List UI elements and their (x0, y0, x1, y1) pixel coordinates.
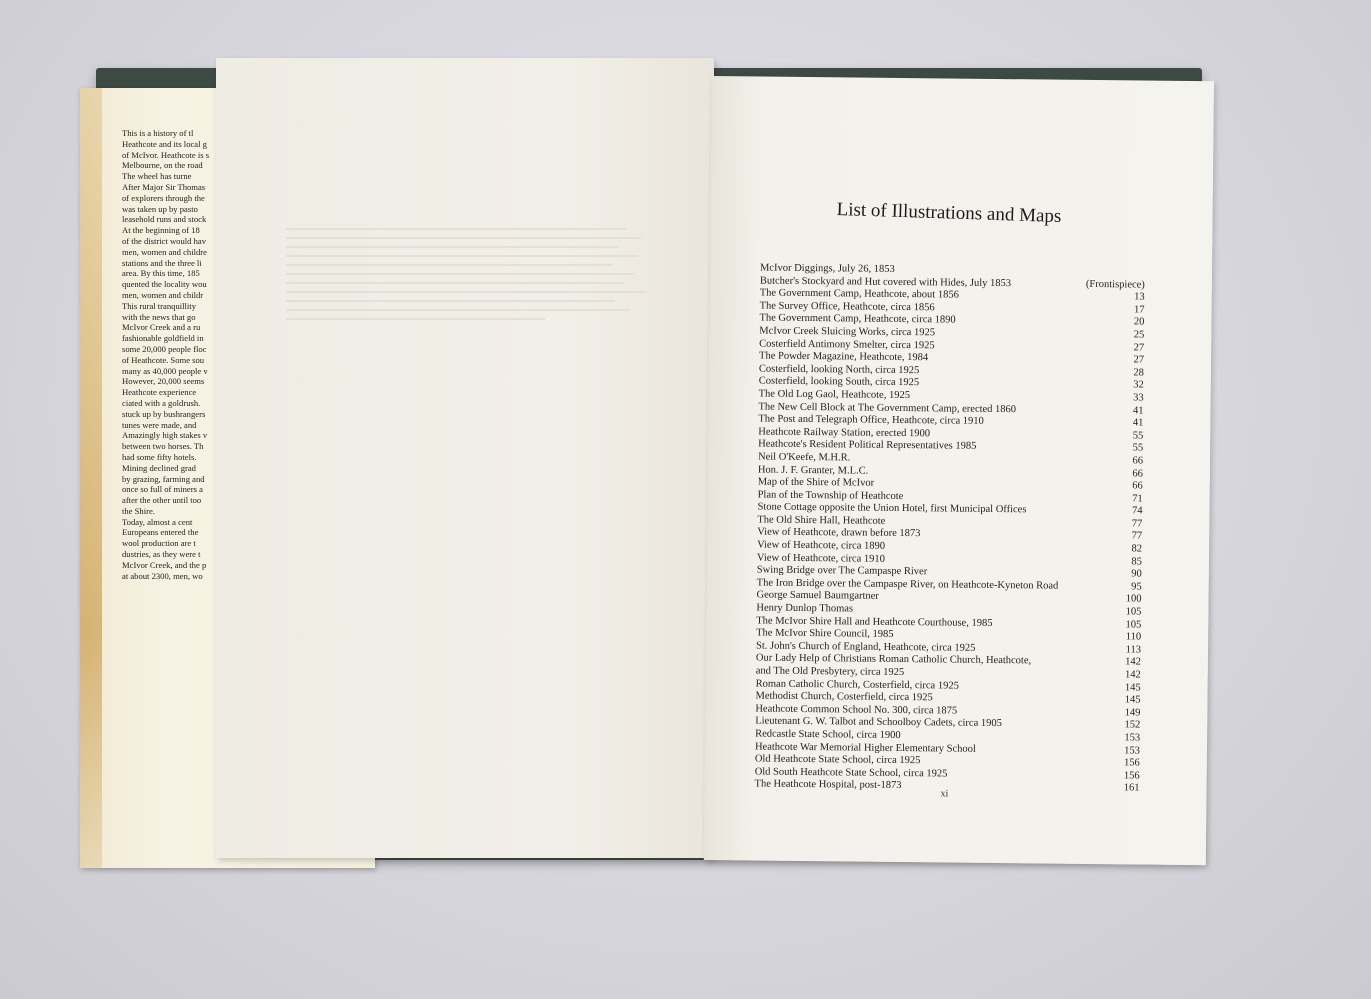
list-item-title: Costerfield, looking South, circa 1925 (758, 375, 920, 389)
list-item-page: 153 (1124, 744, 1141, 757)
list-item-title: Heathcote Common School No. 300, circa 1875 (755, 703, 958, 717)
list-item-page: 66 (1132, 455, 1144, 467)
list-item-page: 105 (1125, 606, 1142, 618)
jacket-line: dustries, as they were t (122, 549, 201, 560)
list-item-title: The New Cell Block at The Government Camp, erected 1860 (758, 401, 1017, 415)
list-item-title: Heathcote's Resident Political Representatives 1985 (758, 438, 977, 453)
list-item-title: The Iron Bridge over the Campaspe River, on Heathcote-Kyneton Road (756, 577, 1059, 592)
list-item-page: 85 (1131, 556, 1142, 568)
list-item-title: Henry Dunlop Thomas (756, 602, 854, 615)
list-item-page: 100 (1125, 593, 1142, 605)
list-item-title: and The Old Presbytery, circa 1925 (755, 665, 905, 679)
list-item-page: 82 (1131, 543, 1143, 555)
list-item-title: Lieutenant G. W. Talbot and Schoolboy Cadets, circa 1905 (755, 715, 1002, 730)
jacket-line: of explorers through the (122, 192, 205, 203)
list-item-page: 32 (1133, 379, 1144, 391)
list-item-title: Heathcote Railway Station, erected 1900 (758, 426, 931, 440)
list-item-page: 66 (1132, 467, 1143, 480)
jacket-line: men, women and childr (122, 289, 204, 300)
jacket-line: at about 2300, men, wo (122, 570, 203, 581)
list-item-title: Methodist Church, Costerfield, circa 1925 (755, 690, 933, 704)
list-item-title: The Government Camp, Heathcote, about 1856 (759, 287, 959, 301)
list-item-page: 145 (1124, 681, 1141, 694)
list-item-page: 142 (1125, 656, 1141, 668)
list-item-title: Plan of the Township of Heathcote (757, 489, 904, 502)
list-item-page: 41 (1132, 417, 1144, 429)
list-item-page: 145 (1124, 694, 1141, 706)
jacket-line: between two horses. Th (122, 441, 204, 452)
list-item-title: Hon. J. F. Granter, M.L.C. (757, 464, 869, 477)
list-item-title: The Post and Telegraph Office, Heathcote, circa 1910 (758, 413, 984, 427)
jacket-line: by grazing, farming and (122, 473, 205, 484)
jacket-line: men, women and childre (122, 246, 207, 257)
jacket-line: However, 20,000 seems (122, 376, 205, 387)
list-item-page: 90 (1131, 568, 1142, 580)
list-item-page: 110 (1125, 631, 1142, 643)
jacket-line: Mining declined grad (122, 462, 196, 473)
list-item-page: 41 (1132, 404, 1144, 417)
jacket-line: This is a history of tl (122, 128, 194, 138)
jacket-line: wool production are t (122, 538, 196, 549)
bleed-through-text (286, 228, 656, 327)
list-item-page: 161 (1123, 782, 1140, 794)
list-item-page: 113 (1125, 644, 1142, 656)
list-item-title: The Heathcote Hospital, post-1873 (754, 778, 902, 792)
illustrations-list (755, 263, 1146, 796)
list-item-page: 25 (1133, 329, 1145, 341)
list-item-page: 28 (1133, 367, 1144, 379)
list-item-page: 27 (1133, 341, 1145, 354)
jacket-line: ciated with a goldrush. (122, 397, 201, 408)
list-item-page: 55 (1132, 430, 1144, 442)
list-item-title: Swing Bridge over The Campaspe River (756, 564, 928, 578)
jacket-line: many as 40,000 people v (122, 365, 208, 376)
jacket-line: leasehold runs and stock (122, 214, 207, 225)
list-item-title: Butcher's Stockyard and Hut covered with Hides, July 1853 (759, 275, 1012, 289)
list-item-page: 156 (1123, 770, 1140, 782)
list-item-title: View of Heathcote, circa 1910 (756, 552, 885, 565)
jacket-line: Heathcote experience (122, 387, 197, 398)
list-item-page: 66 (1132, 480, 1143, 492)
jacket-line: McIvor Creek, and the p (122, 559, 207, 570)
jacket-line: the Shire. (122, 505, 155, 516)
list-item-title: Costerfield, looking North, circa 1925 (758, 363, 920, 376)
jacket-line: some 20,000 people floc (122, 343, 207, 354)
list-item-title: The McIvor Shire Hall and Heathcote Courthouse, 1985 (756, 615, 993, 629)
right-page (704, 76, 1214, 865)
jacket-line: Today, almost a cent (122, 516, 193, 527)
jacket-line: Heathcote and its local g (122, 138, 207, 149)
list-item-title: Heathcote War Memorial Higher Elementary School (754, 741, 976, 755)
list-item-page: 33 (1133, 392, 1144, 404)
list-item-page: 13 (1134, 291, 1145, 303)
list-item-title: Redcastle State School, circa 1900 (755, 728, 901, 741)
jacket-line: after the other until too (122, 495, 202, 506)
list-item-title: Costerfield Antimony Smelter, circa 1925 (759, 338, 935, 351)
list-item-title: Our Lady Help of Christians Roman Catholic Church, Heathcote, (755, 652, 1032, 667)
list-item-title: The Government Camp, Heathcote, circa 1890 (759, 312, 956, 326)
page-title: List of Illustrations and Maps (836, 198, 1062, 228)
list-item-page: 20 (1133, 316, 1145, 328)
list-item-page: 74 (1131, 505, 1143, 517)
jacket-line: This rural tranquillity (122, 300, 196, 311)
jacket-line: area. By this time, 185 (122, 268, 200, 279)
page-number: xi (940, 788, 949, 800)
list-item-title: The Survey Office, Heathcote, circa 1856 (759, 300, 935, 314)
list-item-page: (Frontispiece) (1085, 278, 1145, 291)
list-item-page: 17 (1134, 304, 1145, 316)
list-item-page: 149 (1124, 707, 1141, 719)
list-item-title: Old South Heathcote State School, circa 1925 (754, 766, 948, 780)
jacket-line: stations and the three li (122, 257, 202, 268)
list-item-title: The Old Log Gaol, Heathcote, 1925 (758, 388, 911, 402)
list-item-title: The Old Shire Hall, Heathcote (757, 514, 886, 527)
list-item-title: The McIvor Shire Council, 1985 (756, 627, 894, 641)
list-item-page: 95 (1131, 581, 1142, 593)
jacket-line: once so full of miners a (122, 484, 203, 495)
jacket-line: of Heathcote. Some sou (122, 354, 205, 365)
list-item-title: View of Heathcote, circa 1890 (757, 539, 886, 552)
list-item-page: 77 (1131, 530, 1143, 542)
list-item-title: Stone Cottage opposite the Union Hotel, first Municipal Offices (757, 501, 1027, 516)
jacket-line: of the district would hav (122, 235, 207, 246)
jacket-line: was taken up by pasto (122, 203, 198, 214)
jacket-line: with the news that go (122, 311, 196, 322)
list-item-title: St. John's Church of England, Heathcote, circa 1925 (755, 640, 976, 654)
list-item-title: McIvor Diggings, July 26, 1853 (759, 262, 895, 275)
jacket-line: fashionable goldfield in (122, 333, 204, 344)
jacket-line: had some fifty hotels. (122, 451, 197, 462)
jacket-line: McIvor Creek and a ru (122, 322, 201, 333)
list-item-title: George Samuel Baumgartner (756, 589, 879, 603)
jacket-line: Amazingly high stakes v (122, 430, 208, 441)
list-item-page: 77 (1131, 518, 1143, 530)
list-item-page: 55 (1132, 442, 1144, 454)
list-item-title: Old Heathcote State School, circa 1925 (754, 753, 921, 767)
list-item-page: 142 (1124, 669, 1141, 681)
jacket-line: Melbourne, on the road (122, 160, 203, 171)
jacket-line: quented the locality wou (122, 279, 207, 290)
list-item-title: The Powder Magazine, Heathcote, 1984 (759, 350, 929, 364)
list-item-page: 71 (1132, 493, 1143, 505)
list-item-title: Neil O'Keefe, M.H.R. (757, 451, 851, 464)
left-page (216, 58, 714, 858)
list-item-title: View of Heathcote, drawn before 1873 (757, 526, 921, 540)
list-item-title: Roman Catholic Church, Costerfield, circa 1925 (755, 678, 959, 692)
jacket-line: tunes were made, and (122, 419, 197, 430)
list-item-page: 152 (1124, 719, 1141, 731)
jacket-line: Europeans entered the (122, 527, 199, 538)
jacket-stain (80, 88, 102, 868)
list-item-page: 153 (1124, 732, 1141, 744)
jacket-line: The wheel has turne (122, 171, 192, 182)
jacket-line: At the beginning of 18 (122, 225, 200, 236)
list-item-page: 156 (1124, 757, 1140, 769)
jacket-line: stuck up by bushrangers (122, 408, 206, 419)
jacket-line: of McIvor. Heathcote is s (122, 149, 210, 160)
list-item-page: 27 (1133, 354, 1145, 366)
list-item-title: McIvor Creek Sluicing Works, circa 1925 (759, 325, 936, 339)
jacket-line: After Major Sir Thomas (122, 181, 206, 192)
list-item-page: 105 (1125, 618, 1142, 631)
list-item-title: Map of the Shire of McIvor (757, 476, 875, 489)
